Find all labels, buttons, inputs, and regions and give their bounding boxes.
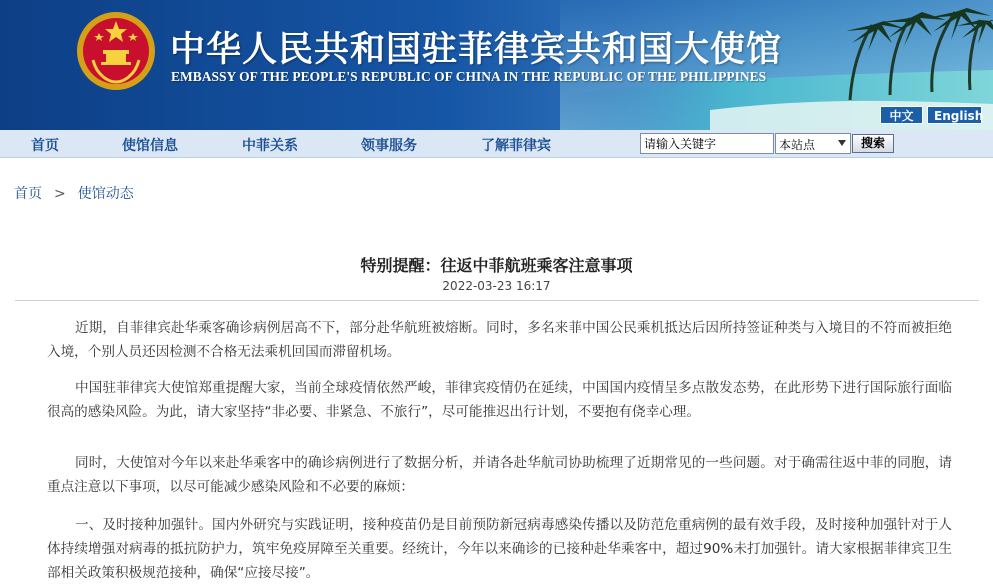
language-english-button[interactable]: English [927,106,982,124]
search-button[interactable]: 搜索 [852,134,894,153]
breadcrumb-current-link[interactable]: 使馆动态 [77,186,134,202]
nav-item-embassy-info[interactable]: 使馆信息 [122,138,178,154]
site-header [0,0,993,130]
search-scope-select[interactable] [775,133,851,154]
language-chinese-button[interactable]: 中文 [880,106,923,124]
nav-item-consular-services[interactable]: 领事服务 [361,138,417,154]
search-input[interactable] [640,133,774,154]
article-date: 2022-03-23 16:17 [442,279,551,293]
site-title-chinese: 中华人民共和国驻菲律宾共和国大使馆 [170,29,783,70]
breadcrumb [14,183,134,203]
search-scope-value: 本站点 [779,138,816,152]
article-paragraph-3: 同时，大使馆对今年以来赴华乘客中的确诊病例进行了数据分析，并请各赴华航司协助梳理了近期常见的一些问题。对于确需往返中菲的同胞，请重点注意以下事项，以尽可能减少感染风险和不必要的麻烦： [47,455,952,495]
breadcrumb-home-link[interactable]: 首页 [14,186,42,202]
national-emblem-icon [75,10,157,92]
nav-item-china-philippines-relations[interactable]: 中菲关系 [242,138,298,154]
title-divider [15,300,979,301]
nav-item-home[interactable]: 首页 [31,138,59,154]
article-paragraph-1: 近期，自菲律宾赴华乘客确诊病例居高不下，部分赴华航班被熔断。同时，多名来菲中国公民乘机抵达后因所持签证种类与入境目的不符而被拒绝入境，个别人员还因检测不合格无法乘机回国而滞留机场。 [47,320,952,360]
nav-item-about-philippines[interactable]: 了解菲律宾 [481,138,551,154]
article-paragraph-4: 一、及时接种加强针。国内外研究与实践证明，接种疫苗仍是目前预防新冠病毒感染传播以及防范危重病例的最有效手段，及时接种加强针对于人体持续增强对病毒的抵抗防护力，筑牢免疫屏障至关重要。经统计，今年以来确诊的已接种赴华乘客中，超过90%未打加强针。请大家根据菲律宾卫生部相关政策积极规范接种，确保“应接尽接”。 [47,517,952,581]
site-title-english: EMBASSY OF THE PEOPLE'S REPUBLIC OF CHINA IN THE REPUBLIC OF THE PHILIPPINES [171,69,767,84]
article-paragraph-2: 中国驻菲律宾大使馆郑重提醒大家，当前全球疫情依然严峻，菲律宾疫情仍在延续，中国国内疫情呈多点散发态势，在此形势下进行国际旅行面临很高的感染风险。为此，请大家坚持“非必要、非紧急、不旅行”，尽可能推迟出行计划，不要抱有侥幸心理。 [47,380,952,420]
chevron-down-icon [838,140,846,146]
breadcrumb-separator-icon: > [54,186,66,202]
article-title: 特别提醒：往返中菲航班乘客注意事项 [360,256,633,275]
